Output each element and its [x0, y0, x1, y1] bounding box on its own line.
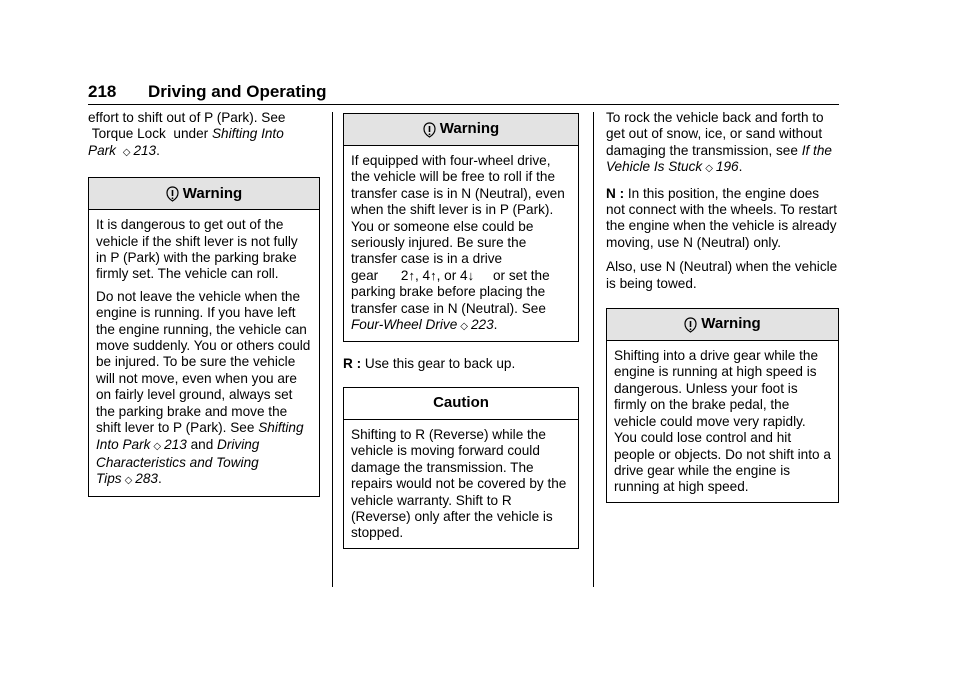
- rock-paragraph: To rock the vehicle back and forth to get out of snow, ice, or sand without damaging the transmission, see If the Vehicle Is Stuck ◇ 196.: [606, 110, 832, 175]
- reverse-text: Use this gear to back up.: [364, 356, 516, 372]
- caution-header: [344, 388, 578, 420]
- link-four-wheel-drive[interactable]: Four-Wheel Drive: [351, 317, 458, 333]
- page-header: [88, 82, 838, 104]
- diamond-icon: ◇: [122, 146, 131, 158]
- warning-body: [89, 210, 319, 496]
- diamond-icon: ◇: [153, 440, 162, 452]
- column-divider-2: [593, 112, 594, 587]
- diamond-icon: ◇: [705, 163, 713, 175]
- warning-box-2: [343, 113, 579, 342]
- page-ref-223[interactable]: 223: [470, 317, 494, 333]
- link-driving-characteristics[interactable]: Driving Characteristics and Towing Tips: [96, 436, 260, 487]
- neutral-key: N :: [606, 185, 625, 201]
- link-shifting-into-park[interactable]: Shifting Into Park: [96, 420, 304, 452]
- intro-quote: Torque Lock: [91, 126, 166, 142]
- warning-title: Warning: [182, 184, 243, 202]
- warning-icon: [166, 186, 179, 202]
- warning-body: [344, 146, 578, 341]
- caution-box: [343, 387, 579, 549]
- warning-header: [89, 178, 319, 210]
- reverse-paragraph: [343, 356, 579, 372]
- warning-box-1: [88, 177, 320, 497]
- warning-paragraph-2: Do not leave the vehicle when the engine is running. If you have left the engine running, the vehicle can move suddenly. You or others could be injured. To be sure the vehicle will not move, even when you are on fairly level ground, always set the parking brake and move the shift lever to P (Park). See Shifting Into Park ◇ 213 and Driving Characteristics and Towing Tips ◇ 283.: [96, 288, 311, 487]
- column-divider-1: [332, 112, 333, 587]
- neutral-paragraph: N : In this position, the engine does not connect with the wheels. To restart the engine when the vehicle is already moving, use N (Neutral) only.: [606, 185, 837, 250]
- warning-title: Warning: [439, 120, 500, 138]
- caution-title: Caution: [433, 394, 489, 412]
- warning-header: [344, 114, 578, 146]
- warning-box-3: [606, 308, 839, 503]
- page-ref-213[interactable]: 213: [164, 436, 187, 452]
- up-arrow-icon: ↑: [408, 267, 415, 283]
- header-rule: [88, 104, 839, 105]
- intro-text: effort to shift out of P (Park). See: [88, 110, 286, 125]
- up-arrow-icon: ↑: [430, 267, 437, 283]
- intro-paragraph: effort to shift out of P (Park). See Torque Lock under Shifting Into Park ◇ 213.: [88, 110, 286, 158]
- diamond-icon: ◇: [124, 475, 133, 487]
- section-title: Driving and Operating: [148, 82, 327, 101]
- warning-paragraph: If equipped with four-wheel drive, the vehicle will be free to roll if the transfer case is in N (Neutral), even when the shift lever is in P (Park). You or someone else could be seriously injured. Be sure the transfer case is in a drive gear 2↑, 4↑, or 4↓ or set the parking brake before placing the transfer case in N (Neutral). See Four-Wheel Drive ◇ 223.: [351, 153, 565, 333]
- diamond-icon: ◇: [460, 321, 468, 333]
- warning-paragraph-1: It is dangerous to get out of the vehicle if the shift lever is not fully in P (Park) with the parking brake firmly set. The vehicle can roll.: [96, 217, 298, 282]
- page-ref-196[interactable]: 196: [715, 159, 739, 175]
- caution-body: [344, 420, 578, 548]
- column-1: [88, 110, 320, 497]
- page-ref-213[interactable]: 213: [133, 142, 157, 158]
- link-if-vehicle-stuck[interactable]: If the Vehicle Is Stuck: [606, 142, 832, 175]
- page-number: 218: [88, 82, 117, 101]
- warning-text: Shifting into a drive gear while the engine is running at high speed is dangerous. Unless your foot is firmly on the brake pedal, the vehicle could move very rapidly. You could lose control and hit people or objects. Do not shift into a drive gear while the engine is running at high speed.: [614, 348, 831, 495]
- warning-title: Warning: [701, 315, 761, 333]
- page-ref-283[interactable]: 283: [135, 471, 158, 487]
- towed-paragraph: Also, use N (Neutral) when the vehicle is being towed.: [606, 259, 838, 291]
- link-shifting-into-park[interactable]: Shifting Into Park: [88, 126, 284, 158]
- warning-body: [607, 341, 838, 502]
- down-arrow-icon: ↓: [467, 267, 475, 283]
- column-3: [606, 110, 839, 503]
- warning-header: [607, 309, 838, 341]
- caution-text: Shifting to R (Reverse) while the vehicle is moving forward could damage the transmission. The repairs would not be covered by the vehicle warranty. Shift to R (Reverse) only after the vehicle is stopped.: [351, 426, 567, 541]
- warning-icon: [684, 317, 697, 333]
- intro-under: under: [173, 126, 209, 142]
- warning-icon: [423, 122, 436, 138]
- reverse-key: R :: [343, 356, 362, 372]
- column-2: [343, 113, 579, 549]
